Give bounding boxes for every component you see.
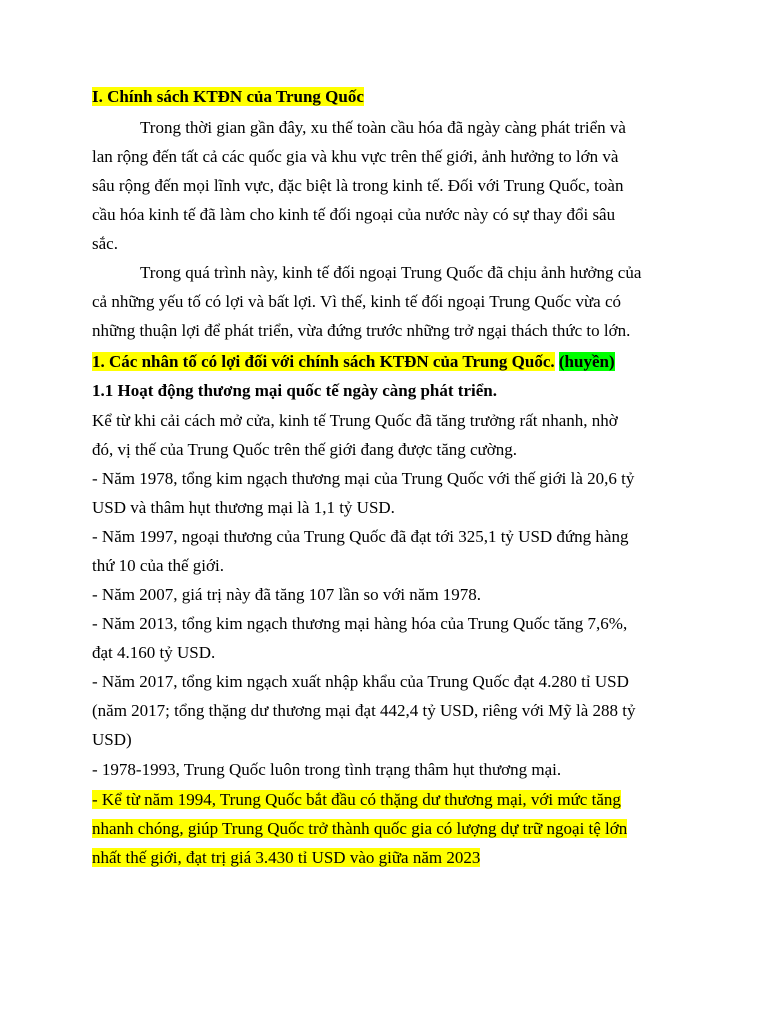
paragraph-line: cầu hóa kinh tế đã làm cho kinh tế đối ngoại của nước này có sự thay đổi sâu xyxy=(92,205,616,224)
body-line: thứ 10 của thế giới. xyxy=(92,556,224,575)
paragraph-line: sắc. xyxy=(92,234,118,253)
highlight-line-text: - Kể từ năm 1994, Trung Quốc bắt đầu có thặng dư thương mại, với mức tăng xyxy=(92,790,621,809)
highlight-line xyxy=(92,789,621,811)
body-line: - 1978-1993, Trung Quốc luôn trong tình trạng thâm hụt thương mại. xyxy=(92,760,562,779)
highlight-line-text: nhất thế giới, đạt trị giá 3.430 tỉ USD vào giữa năm 2023 xyxy=(92,848,481,867)
body-line: - Năm 2013, tổng kim ngạch thương mại hàng hóa của Trung Quốc tăng 7,6%, xyxy=(92,614,628,633)
heading-section-1 xyxy=(92,351,615,373)
heading-section-1-tag: (huyền) xyxy=(558,352,615,371)
body-line: Kể từ khi cải cách mở cửa, kinh tế Trung Quốc đã tăng trưởng rất nhanh, nhờ xyxy=(92,411,618,430)
body-line: đạt 4.160 tỷ USD. xyxy=(92,643,216,662)
paragraph-line: Trong thời gian gần đây, xu thế toàn cầu hóa đã ngày càng phát triển và xyxy=(140,118,626,137)
heading-section-1-text: 1. Các nhân tố có lợi đối với chính sách KTĐN của Trung Quốc. xyxy=(92,352,555,371)
body-line: - Năm 2017, tổng kim ngạch xuất nhập khẩu của Trung Quốc đạt 4.280 tỉ USD xyxy=(92,672,629,691)
paragraph-line: lan rộng đến tất cả các quốc gia và khu vực trên thế giới, ảnh hưởng to lớn và xyxy=(92,147,619,166)
highlight-line xyxy=(92,847,480,869)
body-line: - Năm 2007, giá trị này đã tăng 107 lần so với năm 1978. xyxy=(92,585,482,604)
body-line: - Năm 1978, tổng kim ngạch thương mại của Trung Quốc với thế giới là 20,6 tỷ xyxy=(92,469,635,488)
body-line: (năm 2017; tổng thặng dư thương mại đạt 442,4 tỷ USD, riêng với Mỹ là 288 tỷ xyxy=(92,701,636,720)
paragraph-line: cả những yếu tố có lợi và bất lợi. Vì thế, kinh tế đối ngoại Trung Quốc vừa có xyxy=(92,292,622,311)
heading-main xyxy=(92,86,364,108)
highlight-line xyxy=(92,818,627,840)
body-line: - Năm 1997, ngoại thương của Trung Quốc đã đạt tới 325,1 tỷ USD đứng hàng xyxy=(92,527,629,546)
paragraph-line: những thuận lợi để phát triển, vừa đứng trước những trở ngại thách thức to lớn. xyxy=(92,321,631,340)
highlight-line-text: nhanh chóng, giúp Trung Quốc trở thành quốc gia có lượng dự trữ ngoại tệ lớn xyxy=(92,819,628,838)
body-line: đó, vị thế của Trung Quốc trên thế giới đang được tăng cường. xyxy=(92,440,517,459)
heading-main-text: I. Chính sách KTĐN của Trung Quốc xyxy=(92,87,364,106)
paragraph-line: sâu rộng đến mọi lĩnh vực, đặc biệt là trong kinh tế. Đối với Trung Quốc, toàn xyxy=(92,176,624,195)
body-line: USD) xyxy=(92,730,132,749)
heading-section-1-1: 1.1 Hoạt động thương mại quốc tế ngày càng phát triển. xyxy=(92,381,497,400)
paragraph-line: Trong quá trình này, kinh tế đối ngoại Trung Quốc đã chịu ảnh hưởng của xyxy=(140,263,642,282)
body-line: USD và thâm hụt thương mại là 1,1 tỷ USD. xyxy=(92,498,395,517)
